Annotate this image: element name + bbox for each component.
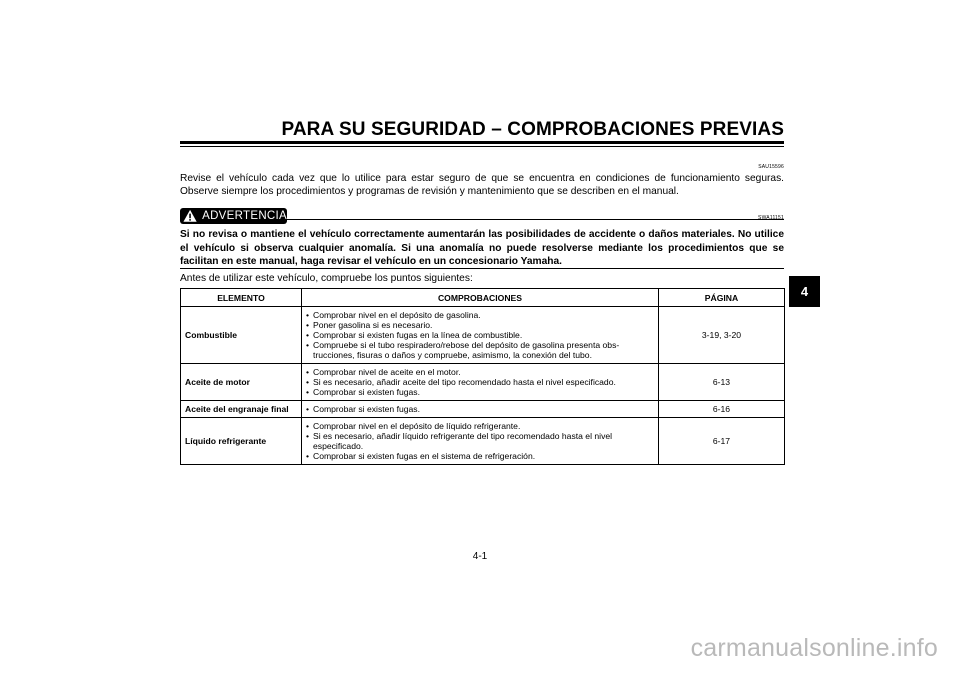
warning-triangle-icon [183, 208, 197, 224]
warning-rule-bottom [180, 268, 784, 269]
checks-list [306, 310, 654, 360]
page-number: 4-1 [472, 551, 488, 562]
watermark: carmanualsonline.info [690, 634, 938, 662]
element-cell: Líquido refrigerante [181, 418, 302, 465]
title-rule-thin [180, 146, 784, 147]
element-cell: Aceite de motor [181, 364, 302, 401]
checks-cell [302, 307, 659, 364]
check-item: • Si es necesario, añadir aceite del tipo recomendado hasta el nivel especificado. [306, 377, 654, 387]
page-cell: 3-19, 3-20 [659, 307, 785, 364]
check-item: • Comprobar si existen fugas en la línea de combustible. [306, 330, 654, 340]
warning-badge [180, 208, 287, 224]
check-item: • Compruebe si el tubo respiradero/rebose del depósito de gasolina presenta obs-trucciones, fisuras o daños y compruebe, asimismo, la conexión del tubo. [306, 340, 654, 360]
column-header-page: PÁGINA [659, 289, 785, 307]
column-header-element: ELEMENTO [181, 289, 302, 307]
element-cell: Aceite del engranaje final [181, 401, 302, 418]
check-item: • Si es necesario, añadir líquido refrigerante del tipo recomendado hasta el nivel especificado. [306, 431, 654, 451]
page-cell: 6-17 [659, 418, 785, 465]
checks-list [306, 404, 654, 414]
intro-paragraph: Revise el vehículo cada vez que lo utilice para estar seguro de que se encuentra en condiciones de funcionamiento seguras. Observe siempre los procedimientos y programas de revisión y mantenimiento que se describen en el manual. [180, 173, 784, 197]
check-item: • Comprobar nivel en el depósito de gasolina. [306, 310, 654, 320]
table-row [181, 401, 785, 418]
checks-list [306, 367, 654, 397]
checklist-lead: Antes de utilizar este vehículo, compruebe los puntos siguientes: [180, 273, 473, 284]
checks-cell [302, 401, 659, 418]
warning-code: SWA11151 [758, 215, 784, 221]
page-cell: 6-13 [659, 364, 785, 401]
title-rule [180, 141, 784, 144]
check-item: • Poner gasolina si es necesario. [306, 320, 654, 330]
element-cell: Combustible [181, 307, 302, 364]
check-item: • Comprobar nivel de aceite en el motor. [306, 367, 654, 377]
table-header-row [181, 289, 785, 307]
pre-operation-checklist-table [180, 288, 785, 465]
column-header-checks: COMPROBACIONES [302, 289, 659, 307]
checks-list [306, 421, 654, 461]
table-row [181, 418, 785, 465]
table-row [181, 307, 785, 364]
checks-cell [302, 418, 659, 465]
check-item: • Comprobar si existen fugas. [306, 387, 654, 397]
chapter-tab: 4 [789, 276, 820, 307]
section-code: SAU15596 [758, 164, 784, 170]
table-row [181, 364, 785, 401]
check-item: • Comprobar nivel en el depósito de líquido refrigerante. [306, 421, 654, 431]
page-title: PARA SU SEGURIDAD – COMPROBACIONES PREVIAS [281, 119, 784, 140]
check-item: • Comprobar si existen fugas. [306, 404, 654, 414]
checks-cell [302, 364, 659, 401]
warning-text: Si no revisa o mantiene el vehículo correctamente aumentarán las posibilidades de accidente o daños materiales. No utilice el vehículo si observa cualquier anomalía. Si una anomalía no puede resolverse mediante los procedimientos que se facilitan en este manual, haga revisar el vehículo en un concesionario Yamaha. [180, 229, 784, 267]
warning-label: ADVERTENCIA [202, 210, 287, 222]
page-cell: 6-16 [659, 401, 785, 418]
check-item: • Comprobar si existen fugas en el sistema de refrigeración. [306, 451, 654, 461]
